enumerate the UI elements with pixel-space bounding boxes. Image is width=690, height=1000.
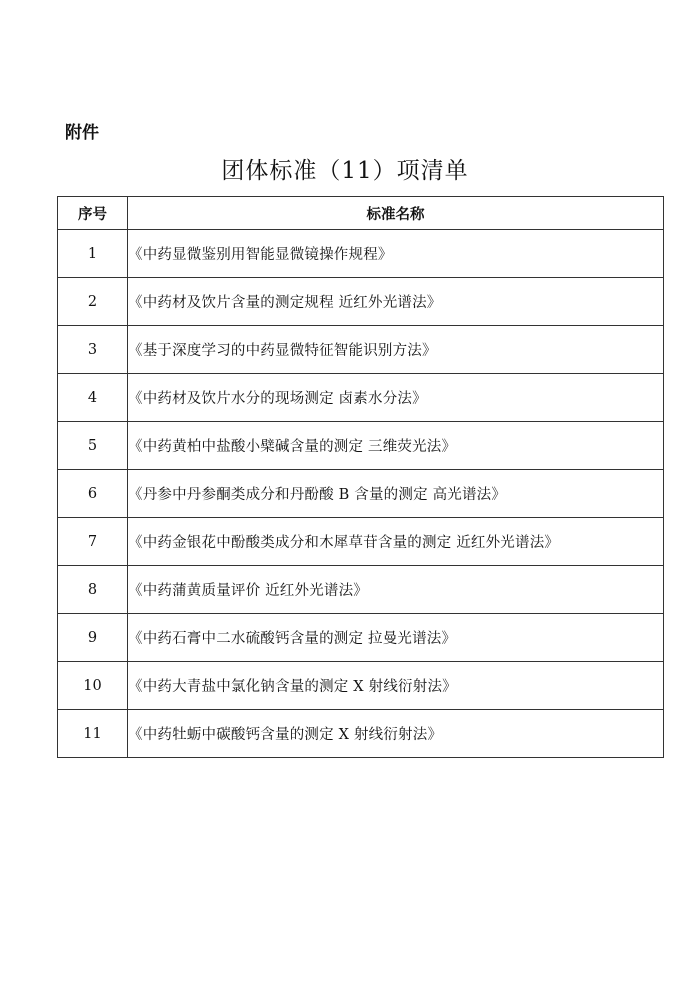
- row-serial-number: 11: [58, 710, 128, 758]
- row-serial-number: 7: [58, 518, 128, 566]
- table-row: [58, 518, 664, 566]
- document-title: 团体标准（11）项清单: [221, 158, 469, 184]
- table-header-row: [58, 197, 664, 230]
- row-standard-name: 《中药黄柏中盐酸小檗碱含量的测定 三维荧光法》: [128, 422, 664, 470]
- table-row: [58, 278, 664, 326]
- header-serial-number: 序号: [58, 197, 128, 230]
- table-row: [58, 470, 664, 518]
- row-serial-number: 5: [58, 422, 128, 470]
- table-row: [58, 614, 664, 662]
- table-row: [58, 374, 664, 422]
- row-serial-number: 10: [58, 662, 128, 710]
- row-serial-number: 6: [58, 470, 128, 518]
- row-serial-number: 9: [58, 614, 128, 662]
- row-standard-name: 《中药大青盐中氯化钠含量的测定 X 射线衍射法》: [128, 662, 664, 710]
- row-serial-number: 3: [58, 326, 128, 374]
- table-row: [58, 566, 664, 614]
- row-standard-name: 《中药蒲黄质量评价 近红外光谱法》: [128, 566, 664, 614]
- standards-table: [57, 196, 664, 758]
- table-row: [58, 230, 664, 278]
- table-row: [58, 422, 664, 470]
- row-serial-number: 2: [58, 278, 128, 326]
- row-standard-name: 《中药金银花中酚酸类成分和木犀草苷含量的测定 近红外光谱法》: [128, 518, 664, 566]
- table-row: [58, 710, 664, 758]
- row-standard-name: 《丹参中丹参酮类成分和丹酚酸 B 含量的测定 高光谱法》: [128, 470, 664, 518]
- row-standard-name: 《中药石膏中二水硫酸钙含量的测定 拉曼光谱法》: [128, 614, 664, 662]
- row-standard-name: 《中药材及饮片含量的测定规程 近红外光谱法》: [128, 278, 664, 326]
- header-standard-name: 标准名称: [128, 197, 664, 230]
- row-serial-number: 8: [58, 566, 128, 614]
- row-serial-number: 4: [58, 374, 128, 422]
- row-standard-name: 《中药材及饮片水分的现场测定 卤素水分法》: [128, 374, 664, 422]
- row-standard-name: 《基于深度学习的中药显微特征智能识别方法》: [128, 326, 664, 374]
- table-row: [58, 326, 664, 374]
- row-standard-name: 《中药牡蛎中碳酸钙含量的测定 X 射线衍射法》: [128, 710, 664, 758]
- attachment-label: 附件: [65, 123, 99, 143]
- row-serial-number: 1: [58, 230, 128, 278]
- row-standard-name: 《中药显微鉴别用智能显微镜操作规程》: [128, 230, 664, 278]
- table-row: [58, 662, 664, 710]
